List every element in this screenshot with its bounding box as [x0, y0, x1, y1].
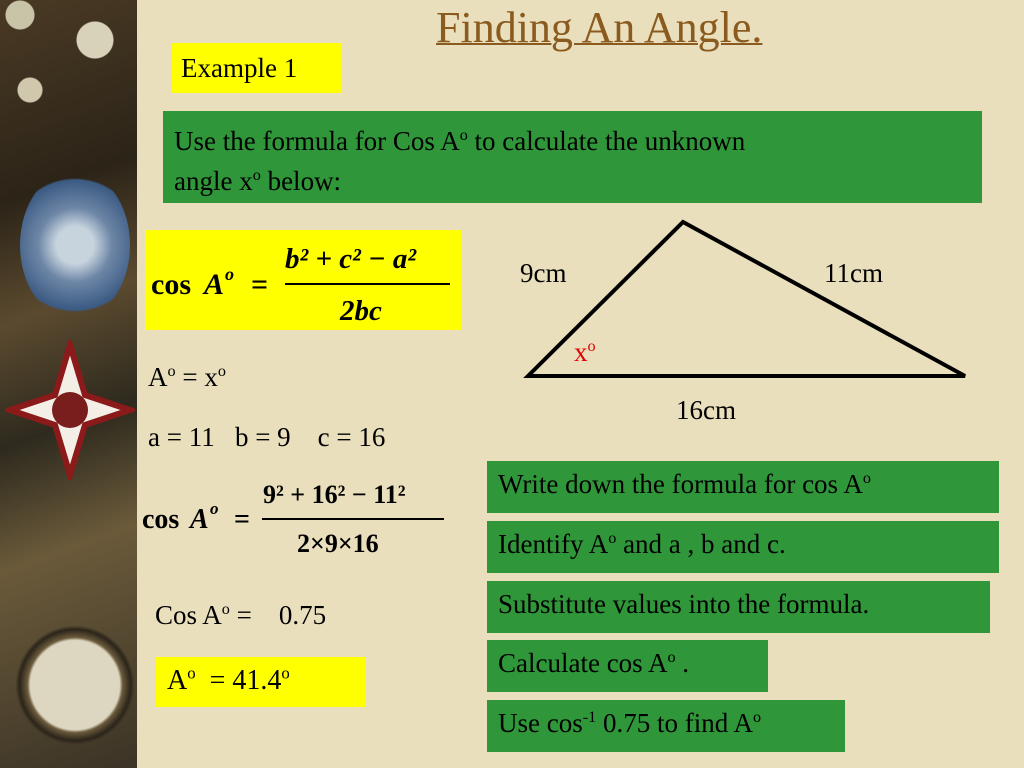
- degree-sup: o: [187, 663, 196, 683]
- formula-angle-sup: o: [225, 264, 234, 284]
- step-3-box: [487, 581, 990, 633]
- assign-a: A: [148, 362, 168, 392]
- answer-box: [156, 657, 366, 707]
- angle-assignment: [148, 362, 226, 393]
- step-2-text-a: Identify A: [498, 529, 609, 559]
- degree-sup: o: [667, 648, 676, 666]
- step-4-text-a: Calculate cos A: [498, 648, 668, 678]
- inverse-sup: -1: [582, 708, 597, 726]
- cos-result-a: Cos A: [155, 600, 222, 630]
- degree-sup: o: [167, 362, 176, 380]
- degree-sup: o: [281, 663, 290, 683]
- step-5-text-b: 0.75 to find A: [596, 708, 753, 738]
- step-5-text-a: Use cos: [498, 708, 583, 738]
- step-1-box: [487, 461, 999, 513]
- answer-a: A: [167, 665, 188, 696]
- degree-sup: o: [608, 529, 617, 547]
- step-1-text: Write down the formula for cos A: [498, 469, 863, 499]
- degree-sup: o: [217, 362, 226, 380]
- step-5-box: [487, 700, 845, 752]
- side-label-bottom: 16cm: [676, 395, 736, 425]
- compass-image: [10, 610, 140, 760]
- degree-sup: o: [862, 469, 871, 487]
- step-3-text: Substitute values into the formula.: [498, 589, 870, 619]
- sub-formula-svg: [140, 470, 460, 570]
- answer-b: = 41.4: [195, 665, 282, 696]
- formula-svg: [145, 230, 461, 330]
- decorative-sidebar-image: [0, 0, 137, 768]
- step-2-box: [487, 521, 999, 573]
- cos-result: [155, 600, 326, 631]
- sub-angle-sup: o: [210, 499, 219, 518]
- formula-cos: cos: [151, 268, 191, 301]
- angle-x: x: [574, 337, 588, 367]
- assign-b: = x: [175, 362, 218, 392]
- sub-angle: A: [190, 504, 209, 535]
- example-label: Example 1: [172, 43, 341, 93]
- medal-cross-image: [5, 340, 135, 480]
- instruction-text-4: below:: [260, 166, 342, 196]
- instruction-text-1: Use the formula for Cos A: [174, 126, 460, 156]
- instruction-text-2: to calculate the unknown: [467, 126, 746, 156]
- substituted-formula: [140, 470, 460, 570]
- cos-result-b: = 0.75: [229, 600, 327, 630]
- sub-equals: =: [234, 504, 250, 535]
- side-label-left: 9cm: [520, 258, 567, 288]
- degree-sup: o: [252, 166, 261, 184]
- step-2-text-b: and a , b and c.: [616, 529, 786, 559]
- formula-denominator: 2bc: [340, 295, 382, 327]
- sub-cos: cos: [142, 504, 180, 535]
- instruction-box: [163, 111, 982, 203]
- formula-equals: =: [251, 268, 269, 301]
- cosine-rule-formula: [145, 230, 461, 330]
- formula-numerator: b² + c² − a²: [285, 243, 417, 275]
- slide-title: Finding An Angle.: [436, 3, 763, 52]
- step-4-text-b: .: [675, 648, 690, 678]
- degree-sup: o: [752, 708, 762, 726]
- sub-numerator: 9² + 16² − 11²: [263, 480, 406, 509]
- degree-sup: o: [459, 126, 468, 144]
- formula-angle: A: [204, 268, 225, 301]
- rosette-ribbon-image: [20, 170, 130, 320]
- side-values: a = 11 b = 9 c = 16: [148, 422, 386, 452]
- angle-label: [574, 337, 596, 368]
- sub-denominator: 2×9×16: [297, 529, 379, 558]
- step-4-box: [487, 640, 768, 692]
- instruction-text-3: angle x: [174, 166, 253, 196]
- degree-sup: o: [221, 600, 230, 618]
- degree-sup: o: [587, 337, 596, 355]
- side-label-right: 11cm: [824, 258, 883, 288]
